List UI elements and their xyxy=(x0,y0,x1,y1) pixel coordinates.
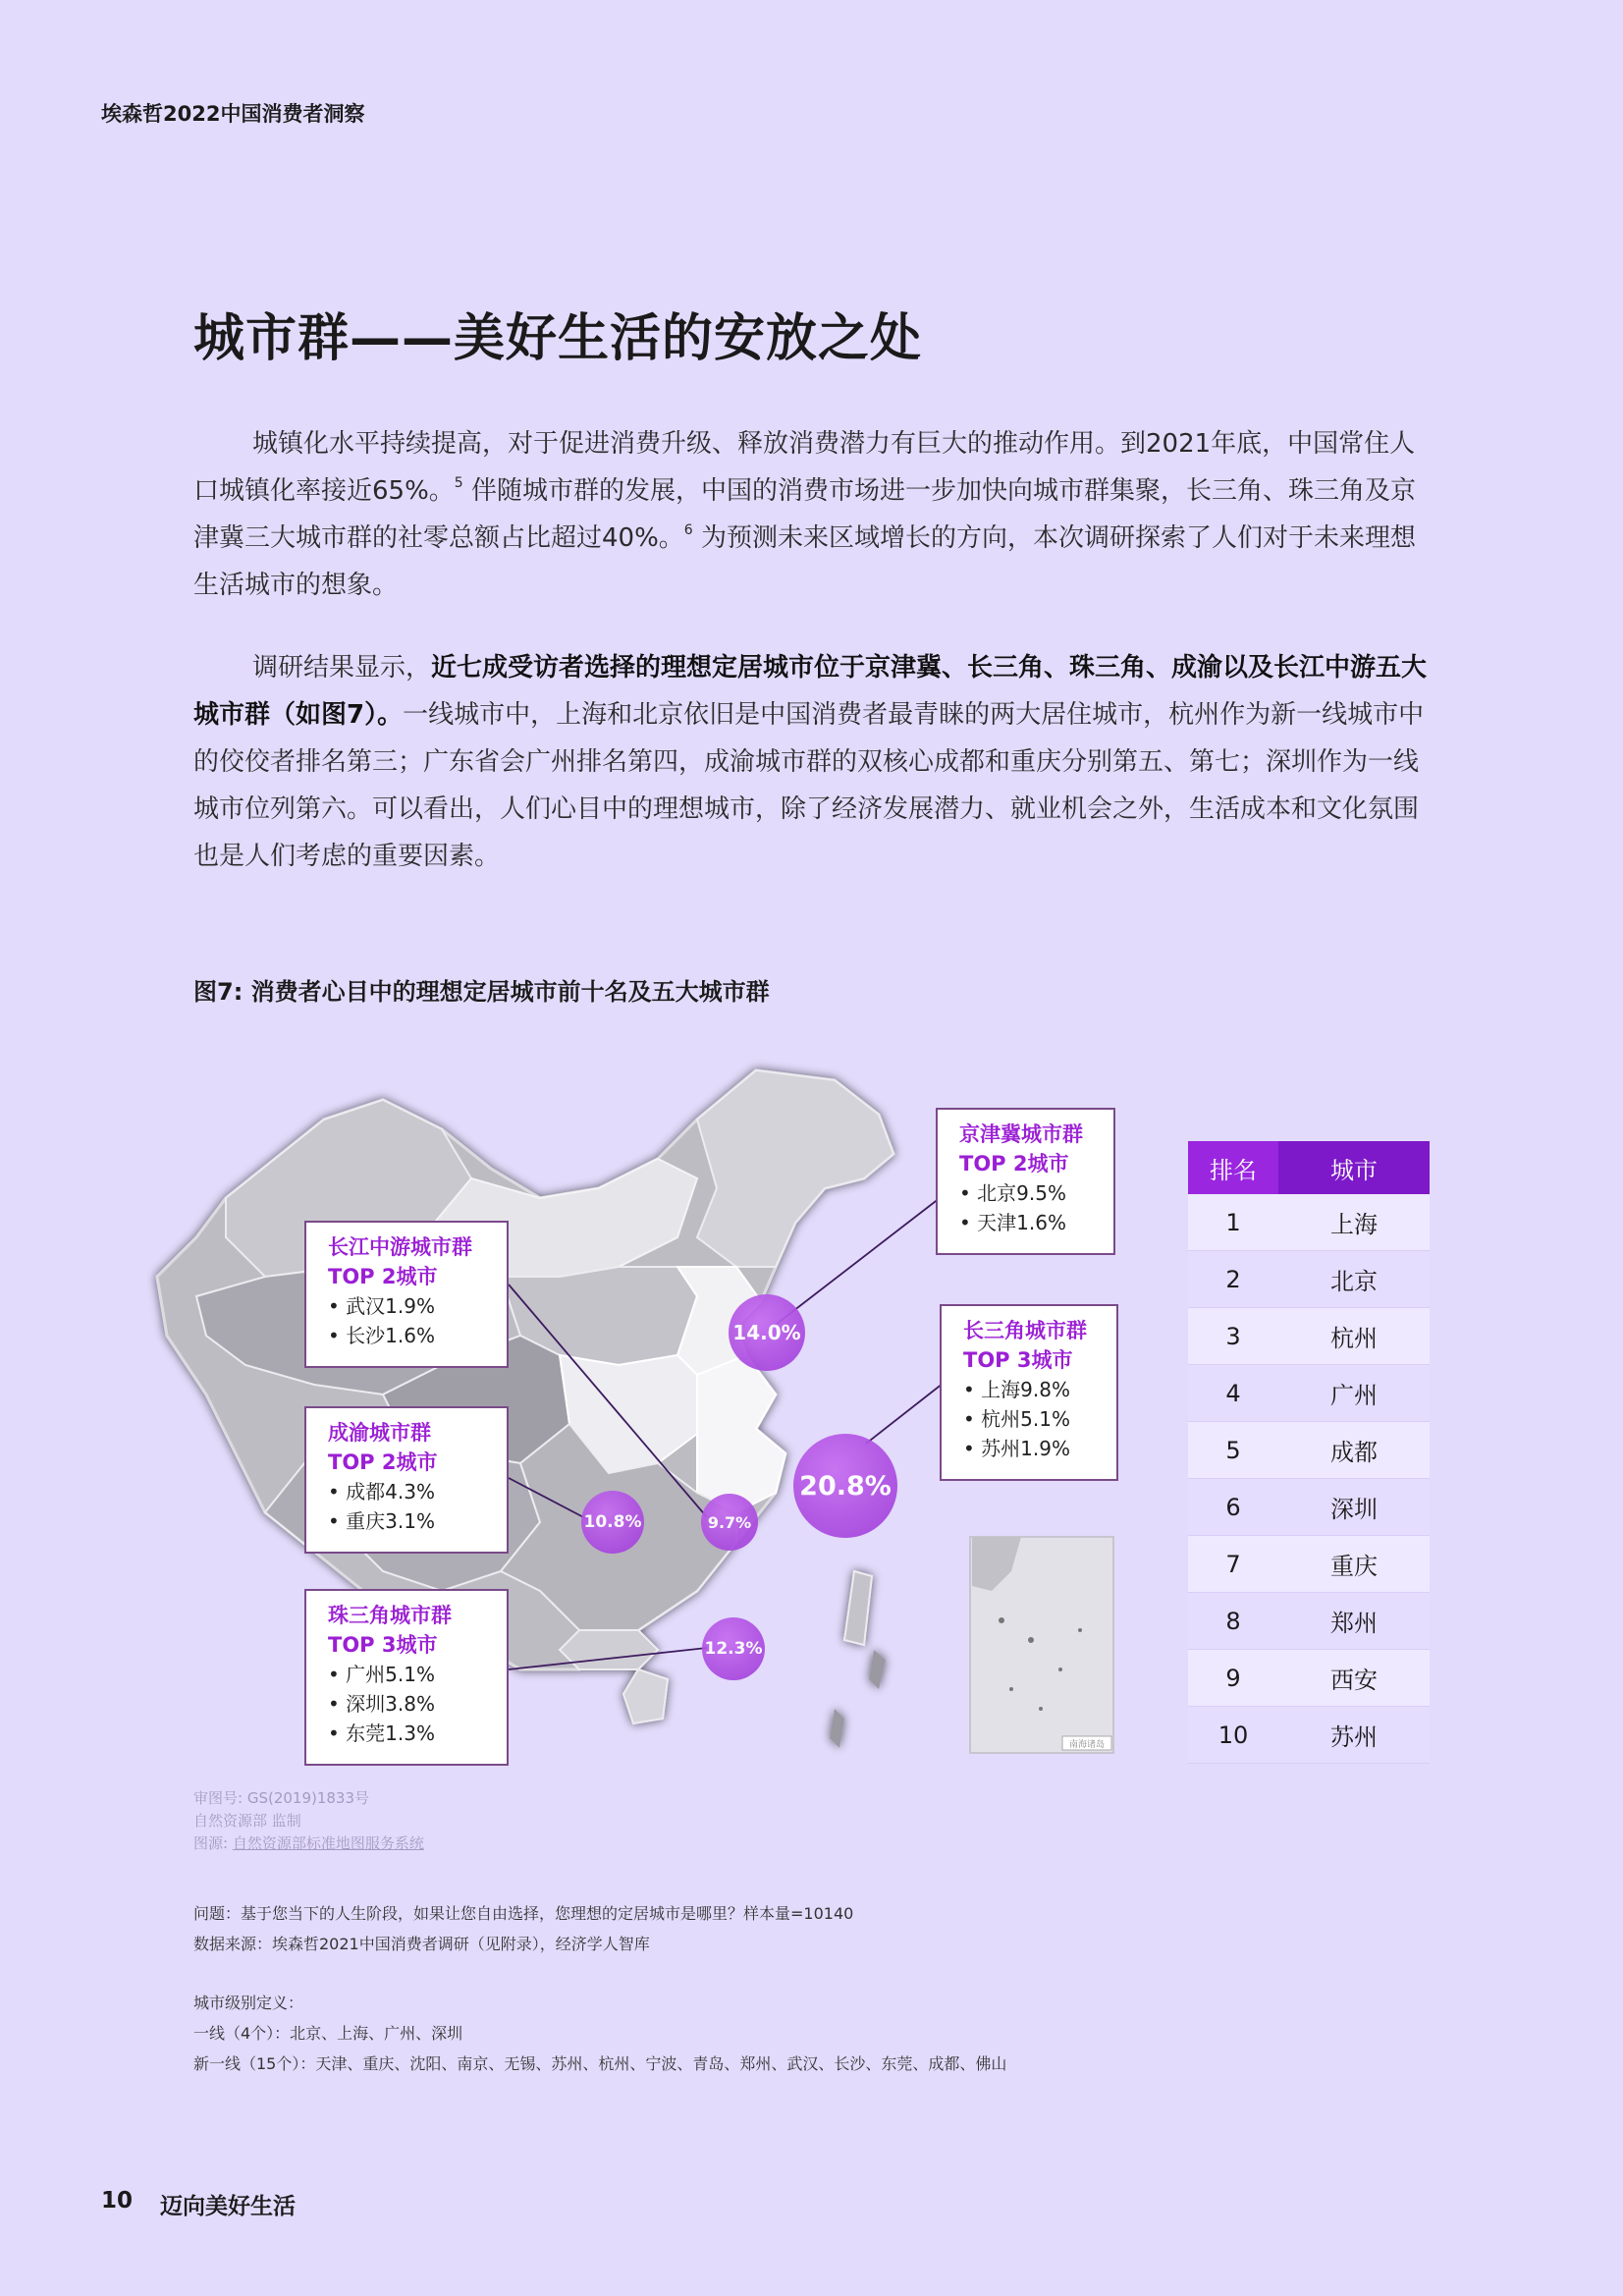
map-approval-number: 审图号: GS(2019)1833号 xyxy=(193,1789,370,1807)
table-header-city: 城市 xyxy=(1278,1141,1430,1194)
bubble-jingjinji: 14.0% xyxy=(729,1294,805,1371)
china-map-figure xyxy=(147,1041,1129,1768)
table-row xyxy=(1188,1365,1430,1422)
table-cell-rank: 6 xyxy=(1188,1479,1278,1536)
callout-changsanjiao xyxy=(940,1304,1118,1481)
callout-zhusanjiao-item: • 东莞1.3% xyxy=(328,1722,435,1745)
table-cell-rank: 3 xyxy=(1188,1308,1278,1365)
callout-zhusanjiao xyxy=(304,1589,509,1766)
survey-question: 问题：基于您当下的人生阶段，如果让您自由选择，您理想的定居城市是哪里？样本量=10140 xyxy=(193,1904,854,1923)
bubble-changjiang: 9.7% xyxy=(701,1494,758,1551)
map-source-link[interactable]: 自然资源部标准地图服务系统 xyxy=(232,1834,424,1852)
paragraph-1-text-c: 为预测未来区域增长的方向，本次调研探索了人们对于未来理想生活城市的想象。 xyxy=(193,523,1416,600)
footer-section: 迈向美好生活 xyxy=(160,2194,296,2219)
inset-label: 南海诸岛 xyxy=(1068,1740,1106,1750)
callout-changjiang-name: 长江中游城市群 xyxy=(328,1235,472,1259)
header-title: 埃森哲2022中国消费者洞察 xyxy=(101,102,365,126)
page-title: 城市群——美好生活的安放之处 xyxy=(193,309,923,368)
callout-jingjinji-item: • 天津1.6% xyxy=(959,1211,1066,1234)
table-cell-city: 成都 xyxy=(1278,1422,1430,1479)
table-header-row xyxy=(1188,1141,1430,1194)
table-cell-rank: 5 xyxy=(1188,1422,1278,1479)
callout-zhusanjiao-name: 珠三角城市群 xyxy=(328,1604,452,1627)
table-cell-city: 郑州 xyxy=(1278,1593,1430,1650)
bubble-chengyu: 10.8% xyxy=(581,1491,644,1554)
table-cell-rank: 1 xyxy=(1188,1194,1278,1251)
callout-changsanjiao-top: TOP 3城市 xyxy=(963,1348,1073,1372)
callout-changsanjiao-item: • 杭州5.1% xyxy=(963,1407,1070,1431)
callout-changjiang-item: • 武汉1.9% xyxy=(328,1294,435,1318)
callout-chengyu-top: TOP 2城市 xyxy=(328,1450,438,1474)
callout-zhusanjiao-item: • 广州5.1% xyxy=(328,1663,435,1686)
map-supervisor: 自然资源部 监制 xyxy=(193,1812,301,1830)
callout-chengyu-item: • 重庆3.1% xyxy=(328,1509,435,1533)
new-tier1-definition: 新一线（15个）：天津、重庆、沈阳、南京、无锡、苏州、杭州、宁波、青岛、郑州、武汉、长沙、东莞、成都、佛山 xyxy=(193,2054,1007,2073)
table-header-rank: 排名 xyxy=(1188,1141,1278,1194)
callout-changsanjiao-item: • 苏州1.9% xyxy=(963,1437,1070,1460)
callout-jingjinji-item: • 北京9.5% xyxy=(959,1181,1066,1205)
table-cell-rank: 9 xyxy=(1188,1650,1278,1707)
table-cell-city: 深圳 xyxy=(1278,1479,1430,1536)
table-row xyxy=(1188,1422,1430,1479)
callout-chengyu xyxy=(304,1406,509,1554)
table-row xyxy=(1188,1251,1430,1308)
map-landmass xyxy=(157,1070,893,1748)
map-source-prefix: 图源: xyxy=(193,1834,233,1852)
table-cell-rank: 2 xyxy=(1188,1251,1278,1308)
callout-changjiang-item: • 长沙1.6% xyxy=(328,1324,435,1347)
table-row xyxy=(1188,1650,1430,1707)
paragraph-2-text-b: 一线城市中，上海和北京依旧是中国消费者最青睐的两大居住城市，杭州作为新一线城市中的佼佼者排名第三；广东省会广州排名第四，成渝城市群的双核心成都和重庆分别第五、第七；深圳作为一线城市位列第六。可以看出，人们心目中的理想城市，除了经济发展潜力、就业机会之外，生活成本和文化氛围也是人们考虑的重要因素。 xyxy=(193,700,1425,871)
table-row xyxy=(1188,1536,1430,1593)
paragraph-1 xyxy=(193,420,1431,609)
callout-changjiang xyxy=(304,1221,509,1368)
table-cell-rank: 8 xyxy=(1188,1593,1278,1650)
callout-jingjinji xyxy=(936,1108,1115,1255)
callout-chengyu-name: 成渝城市群 xyxy=(328,1421,431,1445)
tier1-definition: 一线（4个）：北京、上海、广州、深圳 xyxy=(193,2024,463,2043)
paragraph-2-text-a: 调研结果显示， xyxy=(252,653,432,683)
inset-label-box xyxy=(1062,1736,1111,1750)
figure-title: 图7: 消费者心目中的理想定居城市前十名及五大城市群 xyxy=(193,978,770,1006)
callout-chengyu-item: • 成都4.3% xyxy=(328,1480,435,1503)
paragraph-1-text-b: 伴随城市群的发展，中国的消费市场进一步加快向城市群集聚，长三角、珠三角及京津冀三大城市群的社零总额占比超过40%。 xyxy=(193,476,1416,553)
callout-changsanjiao-item: • 上海9.8% xyxy=(963,1378,1070,1401)
callout-zhusanjiao-item: • 深圳3.8% xyxy=(328,1692,435,1716)
table-cell-rank: 10 xyxy=(1188,1707,1278,1764)
table-cell-city: 北京 xyxy=(1278,1251,1430,1308)
table-cell-city: 苏州 xyxy=(1278,1707,1430,1764)
callout-zhusanjiao-top: TOP 3城市 xyxy=(328,1633,438,1657)
table-cell-city: 重庆 xyxy=(1278,1536,1430,1593)
table-cell-city: 广州 xyxy=(1278,1365,1430,1422)
table-cell-rank: 7 xyxy=(1188,1536,1278,1593)
table-row xyxy=(1188,1707,1430,1764)
paragraph-2-bold: 近七成受访者选择的理想定居城市位于京津冀、长三角、珠三角、成渝以及长江中游五大城市群（如图7）。 xyxy=(193,653,1428,730)
connector-changsanjiao xyxy=(866,1380,947,1444)
city-tier-definition-title: 城市级别定义： xyxy=(193,1994,304,2012)
footnote-ref-5: 5 xyxy=(454,475,463,491)
paragraph-1-text-a: 城镇化水平持续提高，对于促进消费升级、释放消费潜力有巨大的推动作用。到2021年底，中国常住人口城镇化率接近65%。 xyxy=(193,429,1416,506)
callout-jingjinji-name: 京津冀城市群 xyxy=(959,1122,1083,1146)
table-cell-rank: 4 xyxy=(1188,1365,1278,1422)
table-row xyxy=(1188,1593,1430,1650)
table-row xyxy=(1188,1194,1430,1251)
table-row xyxy=(1188,1308,1430,1365)
table-cell-city: 西安 xyxy=(1278,1650,1430,1707)
table-cell-city: 上海 xyxy=(1278,1194,1430,1251)
callout-changjiang-top: TOP 2城市 xyxy=(328,1265,438,1288)
bubble-changsanjiao: 20.8% xyxy=(793,1434,897,1538)
page-number: 10 xyxy=(101,2188,134,2214)
city-ranking-table xyxy=(1188,1141,1430,1764)
callout-jingjinji-top: TOP 2城市 xyxy=(959,1152,1069,1175)
callout-changsanjiao-name: 长三角城市群 xyxy=(963,1319,1087,1342)
table-cell-city: 杭州 xyxy=(1278,1308,1430,1365)
paragraph-2 xyxy=(193,644,1431,880)
footnote-ref-6: 6 xyxy=(683,522,693,538)
data-source: 数据来源：埃森哲2021中国消费者调研（见附录），经济学人智库 xyxy=(193,1935,650,1953)
table-row xyxy=(1188,1479,1430,1536)
bubble-zhusanjiao: 12.3% xyxy=(702,1617,765,1680)
map-source xyxy=(193,1832,424,1855)
